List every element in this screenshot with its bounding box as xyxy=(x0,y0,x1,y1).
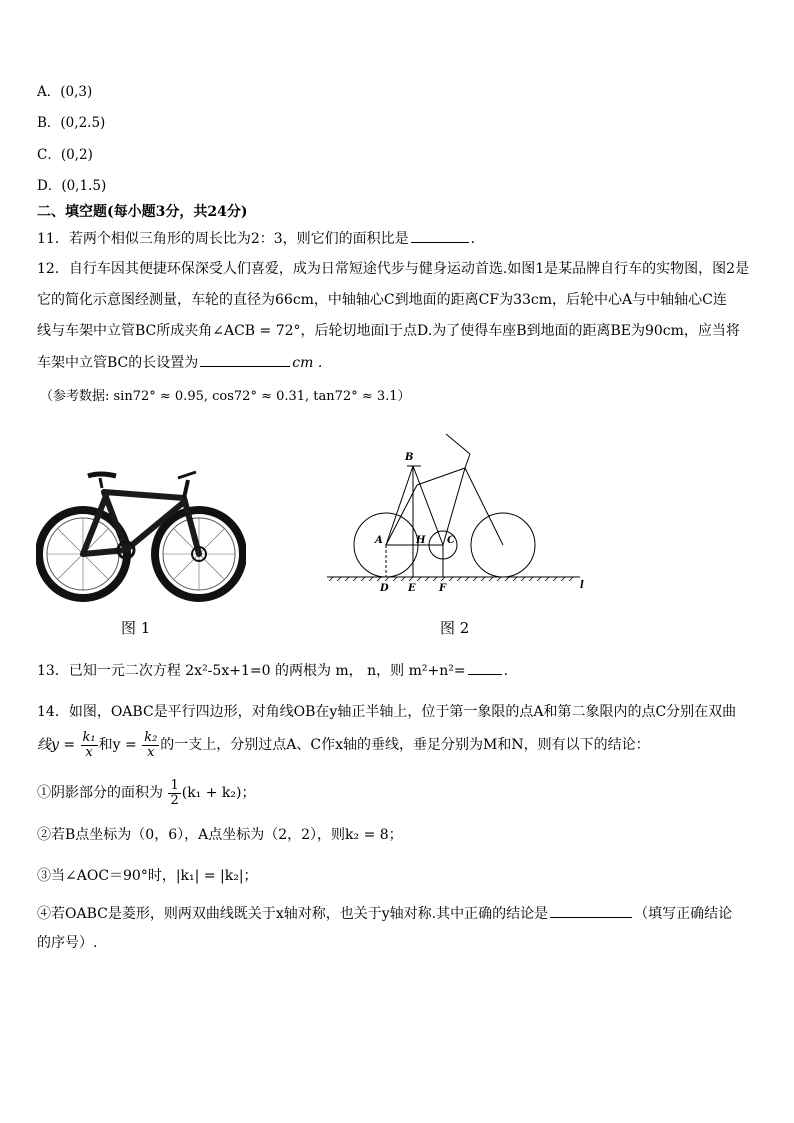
q12-unit: cm . xyxy=(292,355,323,371)
q13-end: . xyxy=(503,663,509,679)
figure-2-caption: 图 2 xyxy=(440,619,470,637)
option-d: D．(0,1.5) xyxy=(37,178,107,194)
question-13 xyxy=(37,660,508,681)
q14-line-2 xyxy=(37,730,650,760)
label-l: l xyxy=(580,580,584,591)
section-heading: 二、填空题(每小题3分，共24分) xyxy=(37,204,248,220)
q13-text: 13．已知一元二次方程 2x²-5x+1=0 的两根为 m， n，则 m²+n²= xyxy=(37,663,466,679)
label-h: H xyxy=(416,535,426,546)
fraction-k2-over-x xyxy=(142,731,159,760)
label-f: F xyxy=(439,583,447,594)
q13-answer-blank[interactable] xyxy=(468,660,502,675)
k2-denominator: x xyxy=(147,744,155,760)
q14-y-equals-1: 线y = xyxy=(37,737,76,753)
q11-text: 11．若两个相似三角形的周长比为2：3，则它们的面积比是 xyxy=(37,231,409,247)
half-numerator: 1 xyxy=(170,777,179,793)
label-a: A xyxy=(375,535,383,546)
q14-line-last: 的序号）. xyxy=(37,935,98,951)
q12-answer-blank[interactable] xyxy=(200,352,290,367)
q14-answer-blank[interactable] xyxy=(550,903,632,918)
q12-line-4-text: 车架中立管BC的长设置为 xyxy=(37,355,199,371)
q12-line-3: 线与车架中立管BC所成夹角∠ACB = 72°，后轮切地面l于点D.为了使得车座B到地面的距离BE为90cm，应当将 xyxy=(37,323,740,339)
option-c: C．(0,2) xyxy=(37,147,93,163)
q12-line-1: 12．自行车因其便捷环保深受人们喜爱，成为日常短途代步与健身运动首选.如图1是某品牌自行车的实物图，图2是 xyxy=(37,261,750,277)
bicycle-photo xyxy=(36,462,246,602)
q14-line-1: 14．如图，OABC是平行四边形，对角线OB在y轴正半轴上，位于第一象限的点A和第二象限内的点C分别在双曲 xyxy=(37,704,737,720)
option-b: B．(0,2.5) xyxy=(37,115,106,131)
statement-1-text: ①阴影部分的面积为 xyxy=(37,785,163,801)
k1-denominator: x xyxy=(85,744,93,760)
label-b: B xyxy=(405,452,414,463)
fraction-one-half xyxy=(168,779,180,808)
q12-reference-data: （参考数据: sin72° ≈ 0.95, cos72° ≈ 0.31, tan72° ≈ 3.1） xyxy=(40,389,411,404)
statement-1-expr: (k₁ + k₂)； xyxy=(181,785,256,801)
question-11 xyxy=(37,228,475,249)
q11-end: . xyxy=(470,231,476,247)
q11-answer-blank[interactable] xyxy=(411,228,469,243)
k1-numerator: k₁ xyxy=(82,729,96,745)
option-a: A．(0,3) xyxy=(37,84,93,100)
q12-line-2: 它的简化示意图经测量，车轮的直径为66cm，中轴轴心C到地面的距离CF为33cm，后轮中心A与中轴轴心C连 xyxy=(37,292,727,308)
q14-statement-4 xyxy=(37,903,732,924)
k2-numerator: k₂ xyxy=(144,729,158,745)
label-e: E xyxy=(408,583,416,594)
q14-statement-2: ②若B点坐标为（0，6），A点坐标为（2，2），则k₂ = 8； xyxy=(37,827,403,843)
label-c: C xyxy=(447,535,455,546)
statement-4-tail: （填写正确结论 xyxy=(634,906,733,922)
q14-y-equals-2: 和y = xyxy=(98,737,137,753)
figure-1-caption: 图 1 xyxy=(121,619,151,637)
fraction-k1-over-x xyxy=(81,731,98,760)
bicycle-diagram xyxy=(325,430,590,595)
statement-4-text: ④若OABC是菱形，则两双曲线既关于x轴对称，也关于y轴对称.其中正确的结论是 xyxy=(37,906,549,922)
label-d: D xyxy=(380,583,389,594)
q14-line-2-rest: 的一支上，分别过点A、C作x轴的垂线，垂足分别为M和N，则有以下的结论： xyxy=(160,737,650,753)
q12-line-4 xyxy=(37,352,322,373)
q14-statement-1 xyxy=(37,778,255,808)
q14-statement-3: ③当∠AOC＝90°时，|k₁| = |k₂|； xyxy=(37,868,258,884)
half-denominator: 2 xyxy=(170,792,179,808)
